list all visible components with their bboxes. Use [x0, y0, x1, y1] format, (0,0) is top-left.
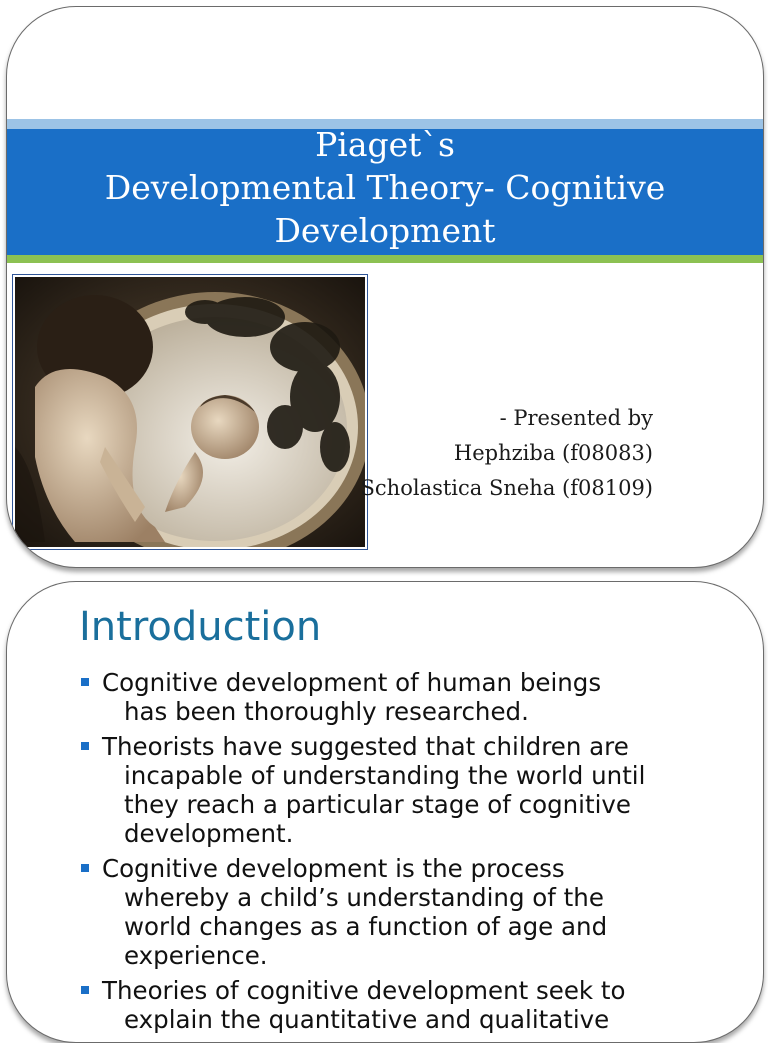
bullet-item: [77, 854, 737, 970]
presenter-name: Scholastica Sneha (f08109): [360, 476, 653, 500]
square-bullet-icon: [81, 986, 89, 994]
bullet-line: world changes as a function of age and: [124, 912, 608, 941]
square-bullet-icon: [81, 742, 89, 750]
presenter-name: Hephziba (f08083): [453, 441, 653, 465]
bullet-item: [77, 732, 737, 848]
bullet-line: development.: [124, 819, 294, 848]
bullet-line: has been thoroughly researched.: [124, 697, 529, 726]
title-band-bottom-stripe: [7, 255, 763, 263]
slide-title-line: Developmental Theory- Cognitive: [104, 168, 666, 207]
square-bullet-icon: [81, 678, 89, 686]
square-bullet-icon: [81, 864, 89, 872]
bullet-line: Theories of cognitive development seek to: [102, 976, 626, 1005]
slide-title-line: Development: [274, 211, 496, 250]
bullet-line: Theorists have suggested that children are: [102, 732, 629, 761]
presented-by-label: - Presented by: [499, 406, 653, 430]
bullet-line: experience.: [124, 941, 268, 970]
title-slide: [6, 6, 764, 568]
photo-illustration: [15, 277, 365, 547]
bullet-line: explain the quantitative and qualitative: [124, 1005, 610, 1034]
bullet-item: [77, 668, 737, 726]
bullet-line: incapable of understanding the world until: [124, 761, 646, 790]
slide-heading: Introduction: [79, 604, 322, 650]
title-band: [7, 119, 763, 265]
bullet-line: Cognitive development is the process: [102, 854, 565, 883]
slide-title: [7, 123, 763, 252]
bullet-line: they reach a particular stage of cognitive: [124, 790, 631, 819]
bullet-list: [77, 668, 737, 1040]
presenter-block: [361, 401, 653, 506]
bullet-line: Cognitive development of human beings: [102, 668, 602, 697]
bullet-item: [77, 976, 737, 1034]
introduction-slide: [6, 581, 764, 1043]
mirror-children-photo: [12, 274, 368, 550]
slide-title-line: Piaget`s: [315, 125, 455, 164]
bullet-line: whereby a child’s understanding of the: [124, 883, 604, 912]
